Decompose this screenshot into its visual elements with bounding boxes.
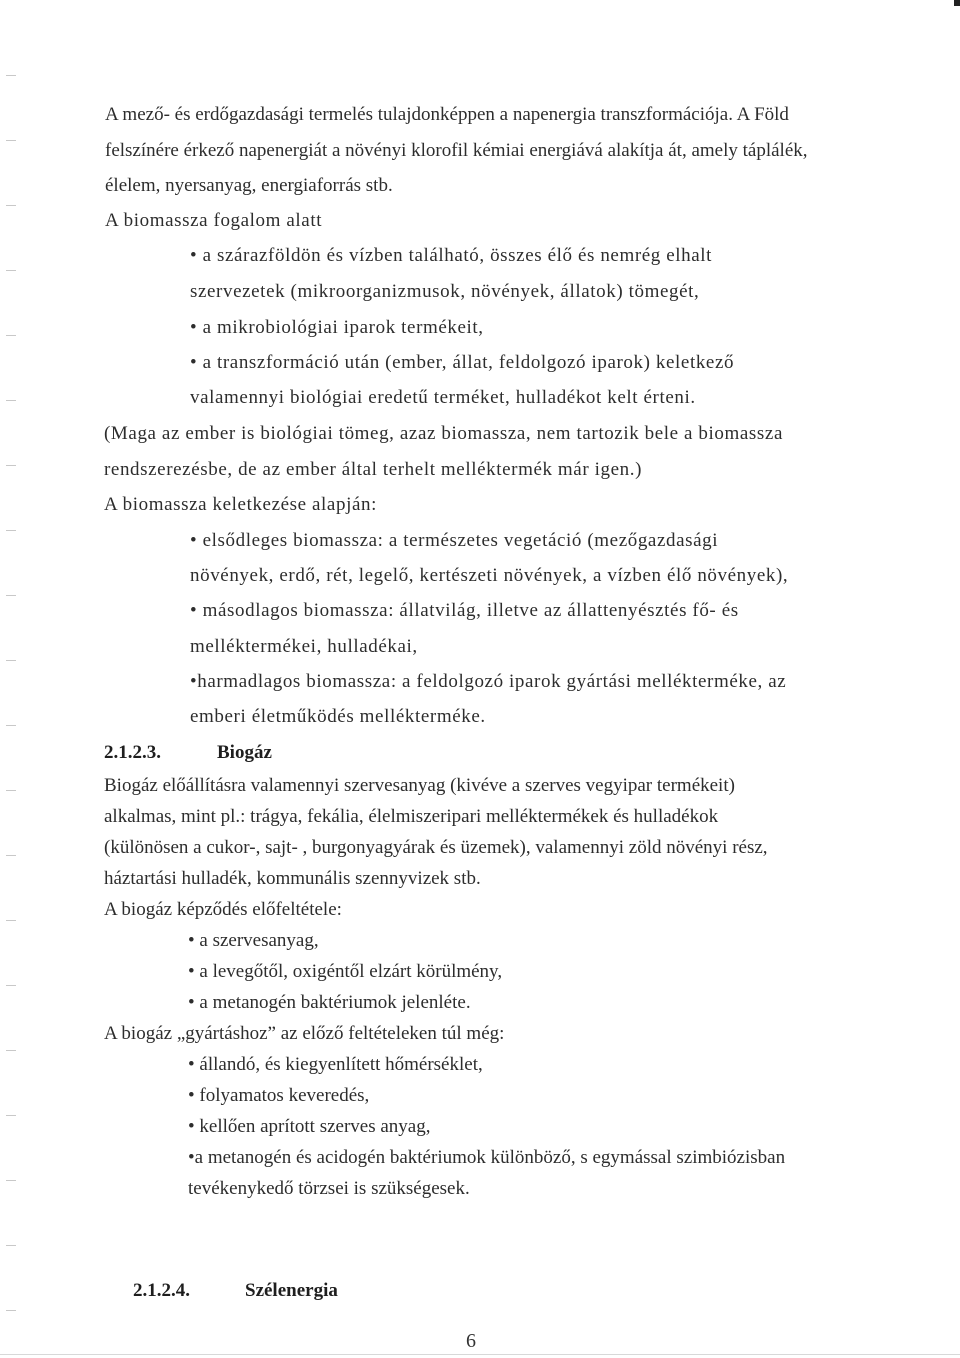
biogas-paragraph-line: alkalmas, mint pl.: trágya, fekália, élelmiszeripari melléktermékek és hulladékok — [104, 806, 719, 827]
note-line: (Maga az ember is biológiai tömeg, azaz biomassza, nem tartozik bele a biomassza — [104, 423, 783, 444]
scan-edge-mark — [6, 400, 16, 401]
list-item-continuation: növények, erdő, rét, legelő, kertészeti növények, a vízben élő növények), — [190, 565, 789, 586]
list-item: • a metanogén baktériumok jelenléte. — [188, 992, 471, 1013]
list-item: • a levegőtől, oxigéntől elzárt körülmény, — [188, 961, 503, 982]
section-title: Biogáz — [217, 742, 272, 763]
scan-edge-mark — [6, 335, 16, 336]
scan-edge-mark — [6, 725, 16, 726]
scan-edge-mark — [6, 985, 16, 986]
biogas-paragraph-line: háztartási hulladék, kommunális szennyvizek stb. — [104, 868, 481, 889]
list-item: • másodlagos biomassza: állatvilág, illetve az állattenyésztés fő- és — [190, 600, 739, 621]
list-item: • folyamatos keveredés, — [188, 1085, 370, 1106]
list-item-continuation: tevékenykedő törzsei is szükségesek. — [188, 1178, 470, 1199]
scan-edge-mark — [6, 790, 16, 791]
list-item: • állandó, és kiegyenlített hőmérséklet, — [188, 1054, 483, 1075]
scan-edge-mark — [6, 1050, 16, 1051]
biomass-definition-intro: A biomassza fogalom alatt — [105, 210, 323, 231]
scan-edge-mark — [6, 270, 16, 271]
list-item: • a szervesanyag, — [188, 930, 319, 951]
conditions-intro: A biogáz képződés előfeltétele: — [104, 899, 342, 920]
list-item-continuation: szervezetek (mikroorganizmusok, növények, állatok) tömegét, — [190, 281, 700, 302]
list-item: • elsődleges biomassza: a természetes vegetáció (mezőgazdasági — [190, 530, 719, 551]
section-title: Szélenergia — [245, 1280, 338, 1301]
list-item: •a metanogén és acidogén baktériumok különböző, s egymással szimbiózisban — [188, 1147, 786, 1168]
biogas-paragraph-line: Biogáz előállításra valamennyi szervesanyag (kivéve a szerves vegyipar termékeit) — [104, 775, 735, 796]
intro-line: élelem, nyersanyag, energiaforrás stb. — [105, 175, 393, 196]
list-item-continuation: emberi életműködés mellékterméke. — [190, 706, 486, 727]
scan-edge-mark — [6, 465, 16, 466]
scan-edge-mark — [6, 660, 16, 661]
production-intro: A biogáz „gyártáshoz” az előző feltételeken túl még: — [104, 1023, 505, 1044]
scan-edge-mark — [6, 920, 16, 921]
scan-corner-mark — [954, 0, 960, 6]
list-item-continuation: melléktermékei, hulladékai, — [190, 636, 418, 657]
list-item-continuation: valamennyi biológiai eredetű terméket, hulladékot kelt érteni. — [190, 387, 696, 408]
list-item: • a transzformáció után (ember, állat, feldolgozó iparok) keletkező — [190, 352, 735, 373]
scan-edge-mark — [6, 1245, 16, 1246]
scan-edge-mark — [6, 75, 16, 76]
biogas-paragraph-line: (különösen a cukor-, sajt- , burgonyagyárak és üzemek), valamennyi zöld növényi rész, — [104, 837, 768, 858]
scan-edge-mark — [6, 1310, 16, 1311]
list-item: • a szárazföldön és vízben található, összes élő és nemrég elhalt — [190, 245, 713, 266]
scan-edge-mark — [6, 1180, 16, 1181]
section-number: 2.1.2.3. — [104, 742, 161, 763]
list-item: • a mikrobiológiai iparok termékeit, — [190, 317, 484, 338]
scan-edge-mark — [6, 595, 16, 596]
classification-intro: A biomassza keletkezése alapján: — [104, 494, 377, 515]
page-bottom-edge — [0, 1354, 960, 1355]
page-number: 6 — [466, 1330, 476, 1352]
intro-line: felszínére érkező napenergiát a növényi klorofil kémiai energiává alakítja át, amely táplálék, — [105, 140, 808, 161]
scan-edge-mark — [6, 140, 16, 141]
list-item: • kellően aprított szerves anyag, — [188, 1116, 431, 1137]
list-item: •harmadlagos biomassza: a feldolgozó iparok gyártási mellékterméke, az — [190, 671, 787, 692]
scan-edge-mark — [6, 1115, 16, 1116]
scan-edge-mark — [6, 855, 16, 856]
scan-edge-mark — [6, 205, 16, 206]
intro-line: A mező- és erdőgazdasági termelés tulajdonképpen a napenergia transzformációja. A Föld — [105, 104, 789, 125]
scan-edge-mark — [6, 530, 16, 531]
section-number: 2.1.2.4. — [133, 1280, 190, 1301]
note-line: rendszerezésbe, de az ember által terhelt melléktermék már igen.) — [104, 459, 643, 480]
